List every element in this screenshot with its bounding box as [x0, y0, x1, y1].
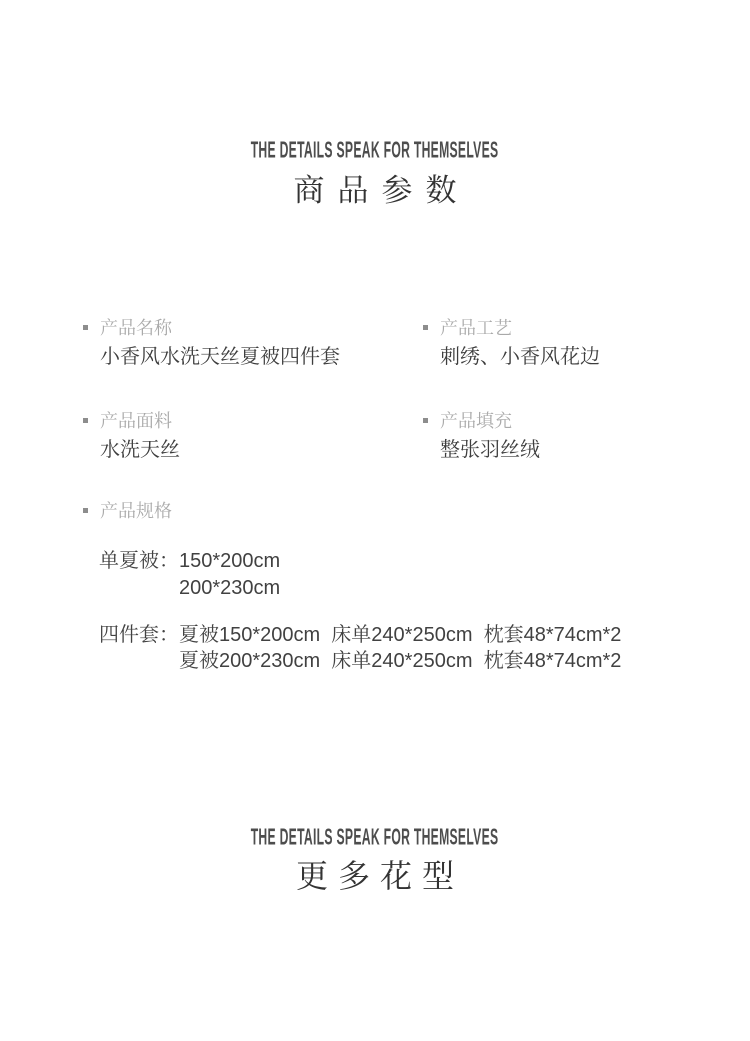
spec-lines: [179, 548, 280, 602]
param-body: [100, 317, 340, 369]
param-item-specifications: [83, 500, 172, 522]
param-label: 产品面料: [100, 411, 172, 431]
spec-lines: [179, 622, 621, 674]
param-body: [100, 500, 172, 522]
page-title: 商品参数: [293, 173, 470, 208]
param-item-filling: [423, 410, 540, 462]
param-body: [440, 317, 600, 369]
bottom-eyebrow-text: THE DETAILS SPEAK FOR THEMSELVES: [251, 825, 499, 850]
square-bullet-icon: [83, 508, 88, 513]
spec-row-single-quilt: [99, 548, 621, 602]
param-value: 小香风水洗天丝夏被四件套: [100, 346, 340, 368]
param-value: 整张羽丝绒: [440, 439, 540, 461]
param-item-craft: [423, 317, 600, 369]
spec-label: 四件套：: [99, 624, 179, 646]
param-item-product-name: [83, 317, 340, 369]
spec-list: [99, 548, 621, 674]
square-bullet-icon: [423, 325, 428, 330]
param-value: 水洗天丝: [100, 439, 180, 461]
param-item-fabric: [83, 410, 180, 462]
param-label: 产品名称: [100, 318, 172, 338]
bottom-eyebrow: [0, 826, 750, 850]
param-body: [100, 410, 180, 462]
param-label: 产品规格: [100, 501, 172, 521]
spec-label: 单夏被：: [99, 550, 179, 572]
square-bullet-icon: [423, 418, 428, 423]
top-eyebrow-text: THE DETAILS SPEAK FOR THEMSELVES: [251, 138, 499, 163]
spec-line: 200*230cm: [179, 577, 281, 599]
param-value: 刺绣、小香风花边: [440, 346, 600, 368]
spec-line: 夏被150*200cm 床单240*250cm 枕套48*74cm*2: [179, 624, 622, 646]
spec-line: 夏被200*230cm 床单240*250cm 枕套48*74cm*2: [179, 650, 622, 672]
square-bullet-icon: [83, 418, 88, 423]
square-bullet-icon: [83, 325, 88, 330]
more-patterns-title: 更多花型: [295, 858, 464, 894]
param-body: [440, 410, 540, 462]
top-eyebrow: [0, 139, 750, 163]
spec-line: 150*200cm: [179, 550, 281, 572]
param-label: 产品工艺: [440, 318, 512, 338]
spec-row-four-piece-set: [99, 622, 621, 674]
param-label: 产品填充: [440, 411, 512, 431]
